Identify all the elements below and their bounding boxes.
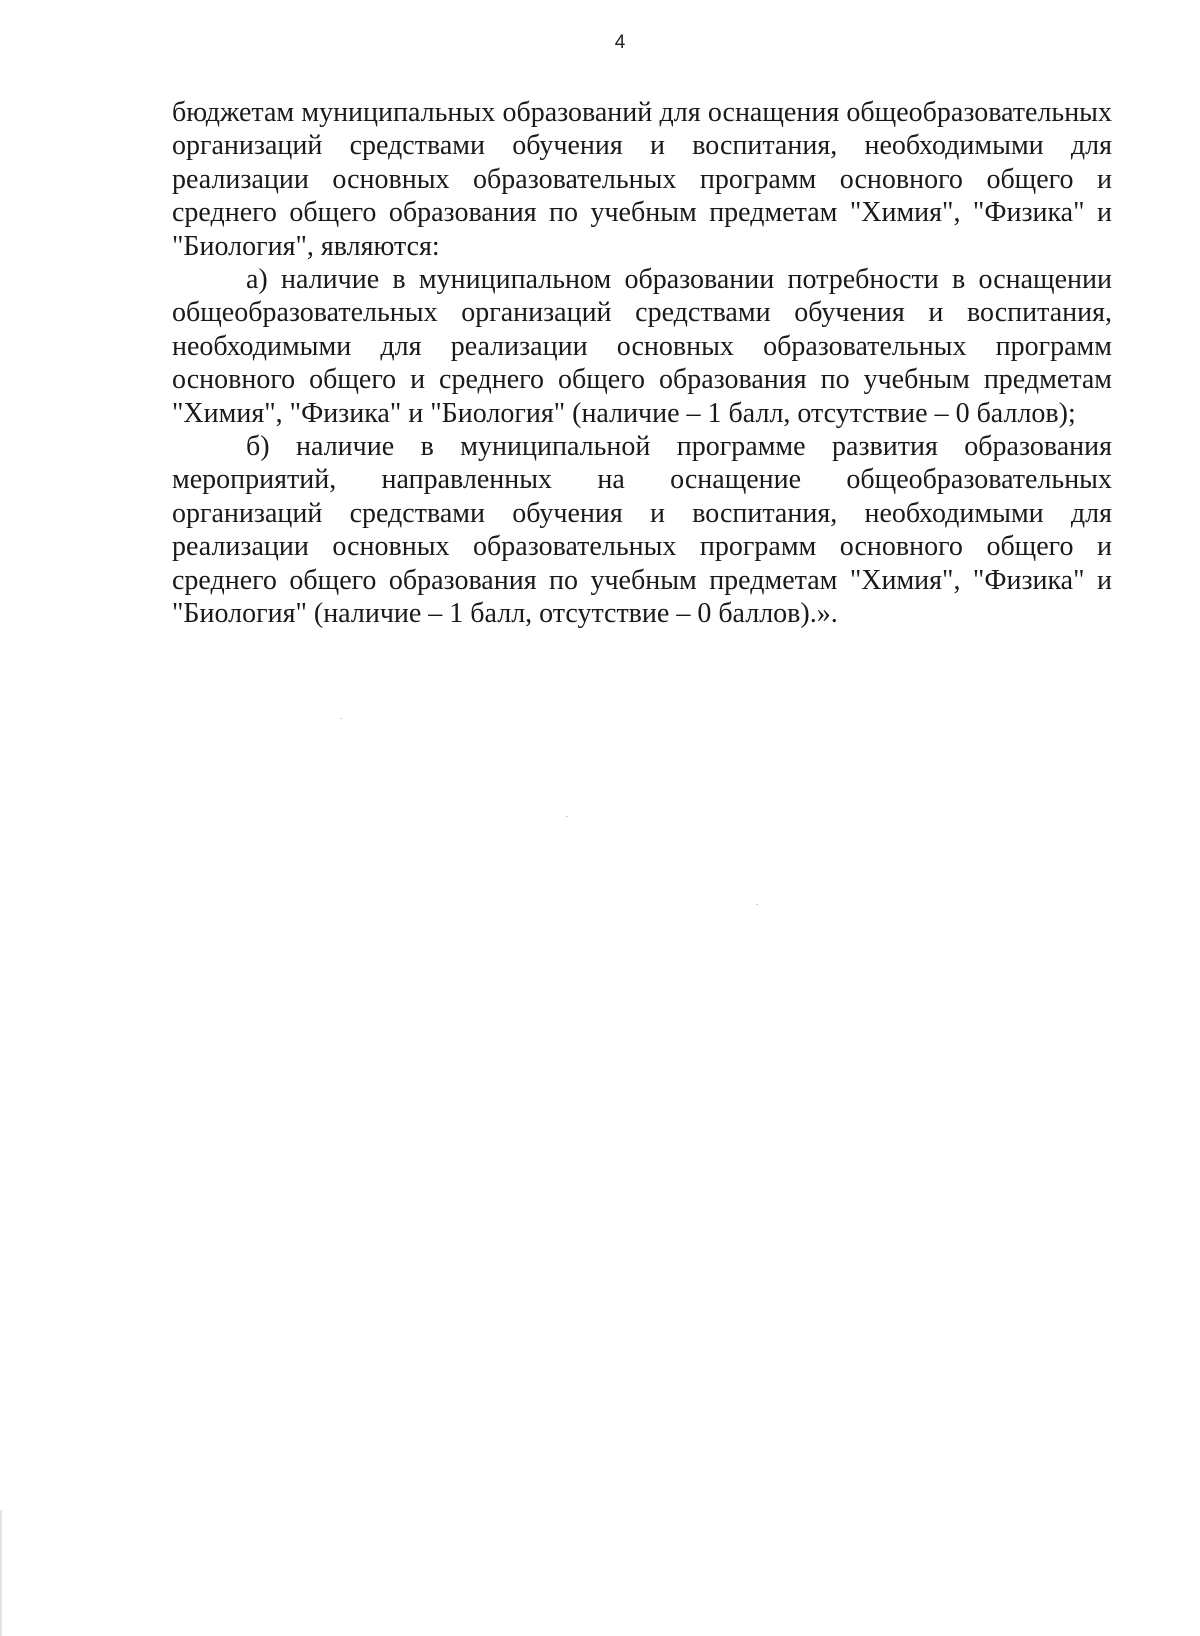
scan-speck [756, 904, 758, 905]
scan-speck [340, 718, 342, 719]
paragraph-item-b: б) наличие в муниципальной программе развития образования мероприятий, направленных на оснащение общеобразовательных организаций средствами обучения и воспитания, необходимыми для реализации основных образовательных программ основного общего и среднего общего образования по учебным предметам "Химия", "Физика" и "Биология" (наличие – 1 балл, отсутствие – 0 баллов).». [172, 431, 1112, 630]
document-body [172, 96, 1112, 631]
paragraph-intro: бюджетам муниципальных образований для оснащения общеобразовательных организаций средствами обучения и воспитания, необходимыми для реализации основных образовательных программ основного общего и среднего общего образования по учебным предметам "Химия", "Физика" и "Биология", являются: [172, 97, 1112, 262]
page-number: 4 [614, 32, 626, 53]
scan-speck [566, 816, 568, 817]
paragraph-item-a: а) наличие в муниципальном образовании потребности в оснащении общеобразовательных организаций средствами обучения и воспитания, необходимыми для реализации основных образовательных программ основного общего и среднего общего образования по учебным предметам "Химия", "Физика" и "Биология" (наличие – 1 балл, отсутствие – 0 баллов); [172, 264, 1112, 429]
scan-edge-mark [0, 1510, 2, 1636]
